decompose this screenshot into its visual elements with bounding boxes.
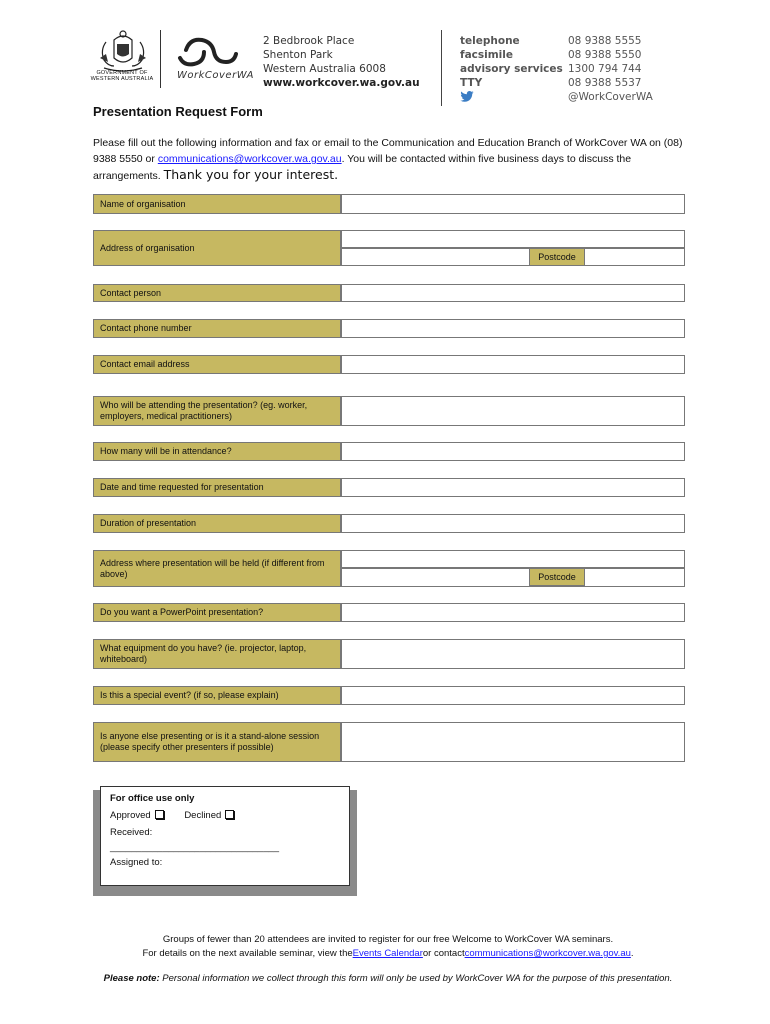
label-date-time: Date and time requested for presentation [93,478,341,497]
contact-value-tty: 08 9388 5537 [568,77,642,89]
contact-label-telephone: telephone [460,35,520,47]
input-presentation-address-1[interactable] [341,550,685,568]
contact-value-facsimile: 08 9388 5550 [568,49,642,61]
input-attendance-count[interactable] [341,442,685,461]
address-line-2: Shenton Park [263,49,333,61]
label-name-of-organisation: Name of organisation [93,194,341,214]
label-contact-person: Contact person [93,284,341,302]
input-other-presenters[interactable] [341,722,685,762]
events-calendar-link[interactable]: Events Calendar [352,948,423,959]
input-powerpoint[interactable] [341,603,685,622]
intro-email-link[interactable]: communications@workcover.wa.gov.au [157,153,342,165]
input-address-line-2[interactable] [341,248,685,266]
office-heading: For office use only [110,793,195,804]
input-who-attending[interactable] [341,396,685,426]
label-special-event: Is this a special event? (if so, please explain) [93,686,341,705]
contact-value-advisory: 1300 794 744 [568,63,642,75]
contact-values [568,34,653,104]
postal-address [263,34,420,90]
contact-labels [460,34,563,90]
footer-text-c: . [630,948,634,959]
label-presentation-address: Address where presentation will be held (if different from above) [93,550,341,587]
twitter-bird-icon [460,91,474,102]
website-link[interactable]: www.workcover.wa.gov.au [263,77,420,89]
input-presentation-address-2[interactable] [341,568,685,587]
approved-label: Approved [110,810,151,821]
declined-checkbox[interactable] [225,810,234,819]
input-name-of-organisation[interactable] [341,194,685,214]
input-contact-email[interactable] [341,355,685,374]
label-contact-email: Contact email address [93,355,341,374]
approved-checkbox[interactable] [155,810,164,819]
input-date-time[interactable] [341,478,685,497]
gov-line2: WESTERN AUSTRALIA [90,76,154,82]
contact-value-telephone: 08 9388 5555 [568,35,642,47]
note-bold: Please note: [103,973,160,984]
declined-label: Declined [184,810,222,821]
workcover-logo-text: WorkCoverWA [177,70,254,81]
footer-text-a: For details on the next available seminar, view the [142,948,353,959]
approval-row [110,810,340,821]
label-powerpoint: Do you want a PowerPoint presentation? [93,603,341,622]
note-text: Personal information we collect through this form will only be used by WorkCover WA for the purpose of this presentation. [159,973,673,984]
postcode-label-2: Postcode [529,568,585,586]
contact-label-advisory: advisory services [460,63,563,75]
twitter-handle[interactable]: @WorkCoverWA [568,91,653,103]
address-line-3: Western Australia 6008 [263,63,386,75]
assigned-label: Assigned to: [110,857,163,868]
office-use-box [100,786,350,886]
label-who-attending: Who will be attending the presentation? (eg. worker, employers, medical practitioners) [93,396,341,426]
postcode-label: Postcode [529,248,585,266]
input-equipment[interactable] [341,639,685,669]
form-title: Presentation Request Form [93,104,263,119]
intro-text-1: Please fill out the following information and fax or email to the Communication and Education Branch of WorkCover WA on (08) 9388 5550 or [93,137,683,165]
intro-text-2: . You will be contacted within five business days to discuss the arrangements. [93,153,632,182]
label-other-presenters: Is anyone else presenting or is it a stand-alone session (please specify other presenters if possible) [93,722,341,762]
input-special-event[interactable] [341,686,685,705]
gov-line1: GOVERNMENT OF [96,70,148,76]
header-divider [160,30,161,88]
label-address-of-organisation: Address of organisation [93,230,341,266]
intro-thanks: Thank you for your interest. [163,167,339,182]
contact-divider [441,30,442,106]
input-duration[interactable] [341,514,685,533]
privacy-note [93,972,683,985]
footer-text-b: or contact [422,948,465,959]
government-of-wa-text [88,70,156,82]
contact-label-facsimile: facsimile [460,49,513,61]
received-line[interactable]: ________________________________ [110,842,280,853]
label-equipment: What equipment do you have? (ie. projector, laptop, whiteboard) [93,639,341,669]
label-contact-phone: Contact phone number [93,319,341,338]
input-address-line-1[interactable] [341,230,685,248]
intro-paragraph [93,135,683,184]
footer-line-2 [93,947,683,961]
label-duration: Duration of presentation [93,514,341,533]
address-line-1: 2 Bedbrook Place [263,35,355,47]
input-contact-person[interactable] [341,284,685,302]
label-attendance-count: How many will be in attendance? [93,442,341,461]
received-label: Received: [110,827,153,838]
footer-info [93,933,683,961]
input-contact-phone[interactable] [341,319,685,338]
footer-line-1: Groups of fewer than 20 attendees are invited to register for our free Welcome to WorkCover WA seminars. [162,934,614,945]
contact-label-tty: TTY [460,77,483,89]
footer-email-link[interactable]: communications@workcover.wa.gov.au [464,948,631,959]
